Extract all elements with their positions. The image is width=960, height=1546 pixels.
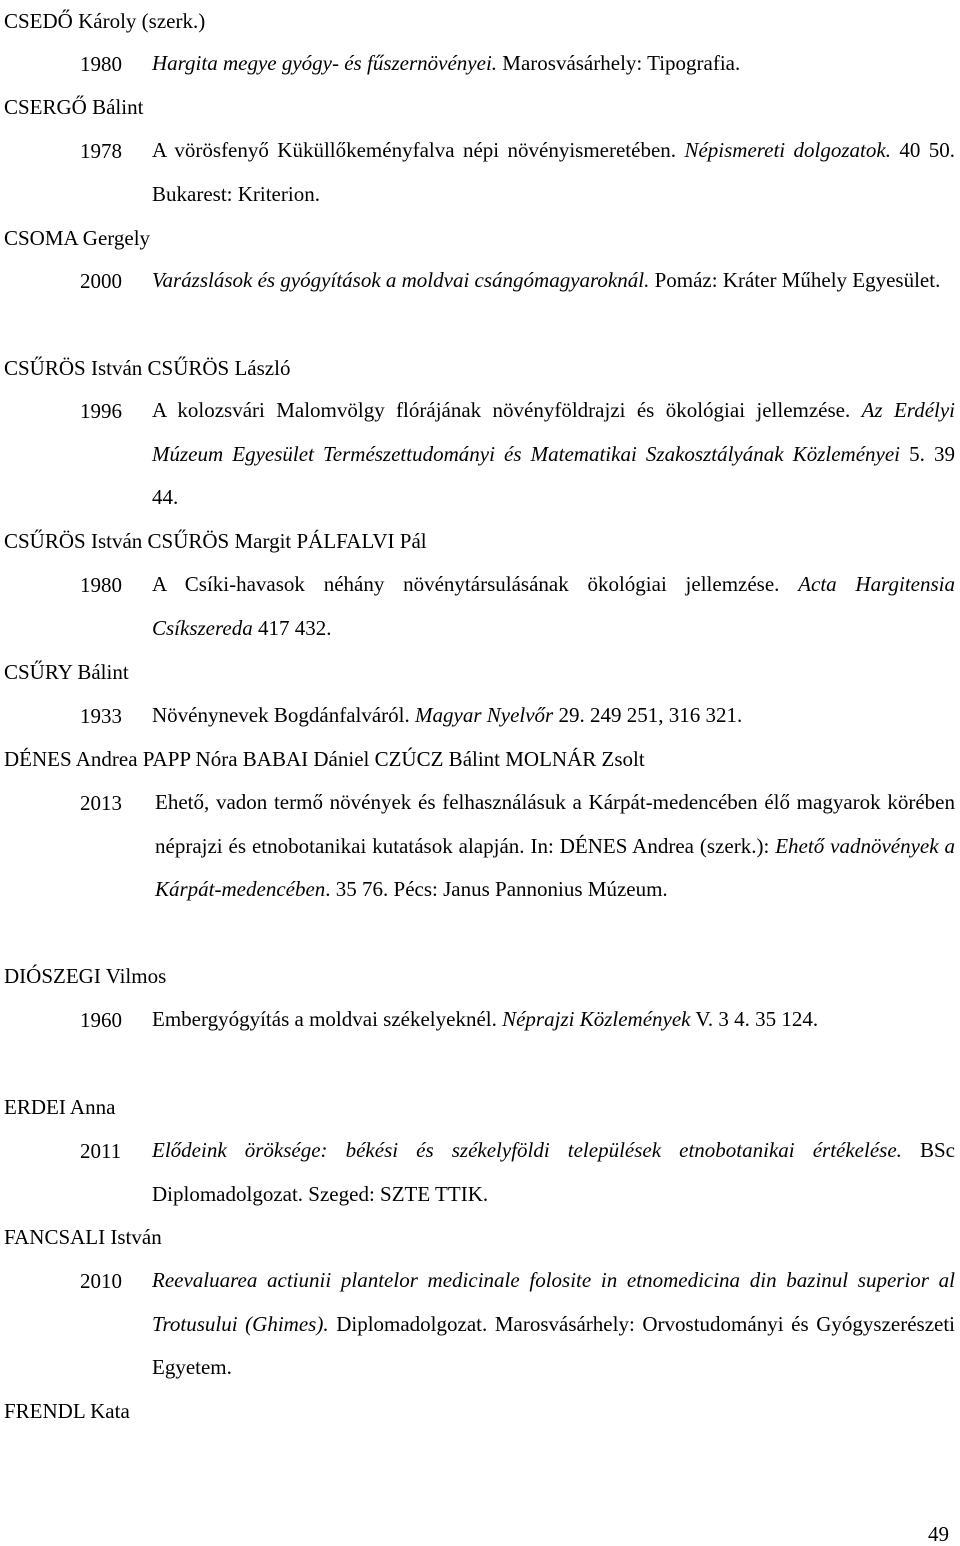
reference-pages: 417 432. [252,615,332,640]
reference-year: 2000 [80,269,122,293]
reference-journal: Népismereti dolgozatok. [684,138,891,162]
reference-year: 2010 [80,1269,122,1293]
reference-text [152,998,955,1042]
reference-year: 1960 [80,1008,122,1032]
reference-year: 1978 [80,139,122,163]
reference-text [152,1129,955,1216]
reference-year: 2011 [80,1139,122,1163]
author-heading: CSŰRÖS István CSŰRÖS Margit PÁLFALVI Pál [4,529,427,553]
reference-title: A vörösfenyő Küküllőkeményfalva népi növényismeretében. [152,138,685,162]
reference-pages: 40 50. Bukarest: Kriterion. [152,138,955,206]
page-number: 49 [928,1522,949,1546]
reference-publisher: Diplomadolgozat. Marosvásárhely: Orvostudományi és Gyógyszerészeti Egyetem. [152,1311,956,1379]
reference-title: Embergyógyítás a moldvai székelyeknél. [152,1007,503,1031]
author-heading: FANCSALI István [4,1225,162,1249]
reference-journal: Acta Hargitensia Csíkszereda [152,572,955,640]
reference-text [152,1259,955,1390]
reference-text [152,42,955,86]
reference-year: 2013 [80,791,122,815]
reference-publisher: BSc Diplomadolgozat. Szeged: SZTE TTIK. [152,1138,955,1206]
reference-title: Reevaluarea actiunii plantelor medicinale folosite in etnomedicina din bazinul superior al Trotusului (Ghimes). [152,1268,955,1336]
author-heading: DÉNES Andrea PAPP Nóra BABAI Dániel CZÚCZ Bálint MOLNÁR Zsolt [4,747,645,771]
reference-publisher: Pomáz: Kráter Műhely Egyesület. [649,268,941,292]
author-heading: CSEDŐ Károly (szerk.) [4,9,206,33]
reference-journal: Az Erdélyi Múzeum Egyesület Természettudományi és Matematikai Szakosztályának Közleményei [152,398,955,466]
reference-title: Elődeink öröksége: békési és székelyföldi települések etnobotanikai értékelése. [152,1138,902,1162]
reference-title: Növénynevek Bogdánfalváról. [152,703,416,727]
reference-publisher: Marosvásárhely: Tipografia. [497,51,741,75]
reference-title: Varázslások és gyógyítások a moldvai csángómagyaroknál. [152,268,650,292]
author-heading: CSŰRY Bálint [4,660,129,684]
reference-year: 1980 [80,573,122,597]
reference-text [152,694,955,738]
reference-text [152,563,955,650]
reference-text [155,781,955,912]
reference-journal: Magyar Nyelvőr [415,703,554,727]
author-heading: CSOMA Gergely [4,226,151,250]
reference-title: A kolozsvári Malomvölgy flórájának növényföldrajzi és ökológiai jellemzése. [152,398,862,422]
reference-title: Ehető, vadon termő növények és felhasználásuk a Kárpát-medencében élő magyarok körében néprajzi és etnobotanikai kutatások alapján. In: DÉNES Andrea (szerk.): [155,790,955,858]
author-heading: CSERGŐ Bálint [4,95,144,119]
author-heading: ERDEI Anna [4,1095,116,1119]
reference-book-title: Ehető vadnövények a Kárpát-medencében [155,833,955,901]
reference-year: 1980 [80,52,122,76]
reference-pages: 5. 39 44. [152,441,955,509]
reference-year: 1933 [80,704,122,728]
reference-pages: V. 3 4. 35 124. [690,1007,819,1031]
reference-pages: 29. 249 251, 316 321. [553,703,743,727]
author-heading: CSŰRÖS István CSŰRÖS László [4,356,291,380]
author-heading: FRENDL Kata [4,1399,130,1423]
reference-title: A Csíki-havasok néhány növénytársulásának ökológiai jellemzése. [152,572,799,596]
reference-text [152,259,955,303]
reference-journal: Néprajzi Közlemények [502,1007,691,1031]
reference-pages: . 35 76. Pécs: Janus Pannonius Múzeum. [325,877,668,901]
author-heading: DIÓSZEGI Vilmos [4,964,167,988]
reference-year: 1996 [80,399,122,423]
reference-text [152,129,955,216]
reference-title: Hargita megye gyógy- és fűszernövényei. [152,51,498,75]
reference-text [152,389,955,520]
